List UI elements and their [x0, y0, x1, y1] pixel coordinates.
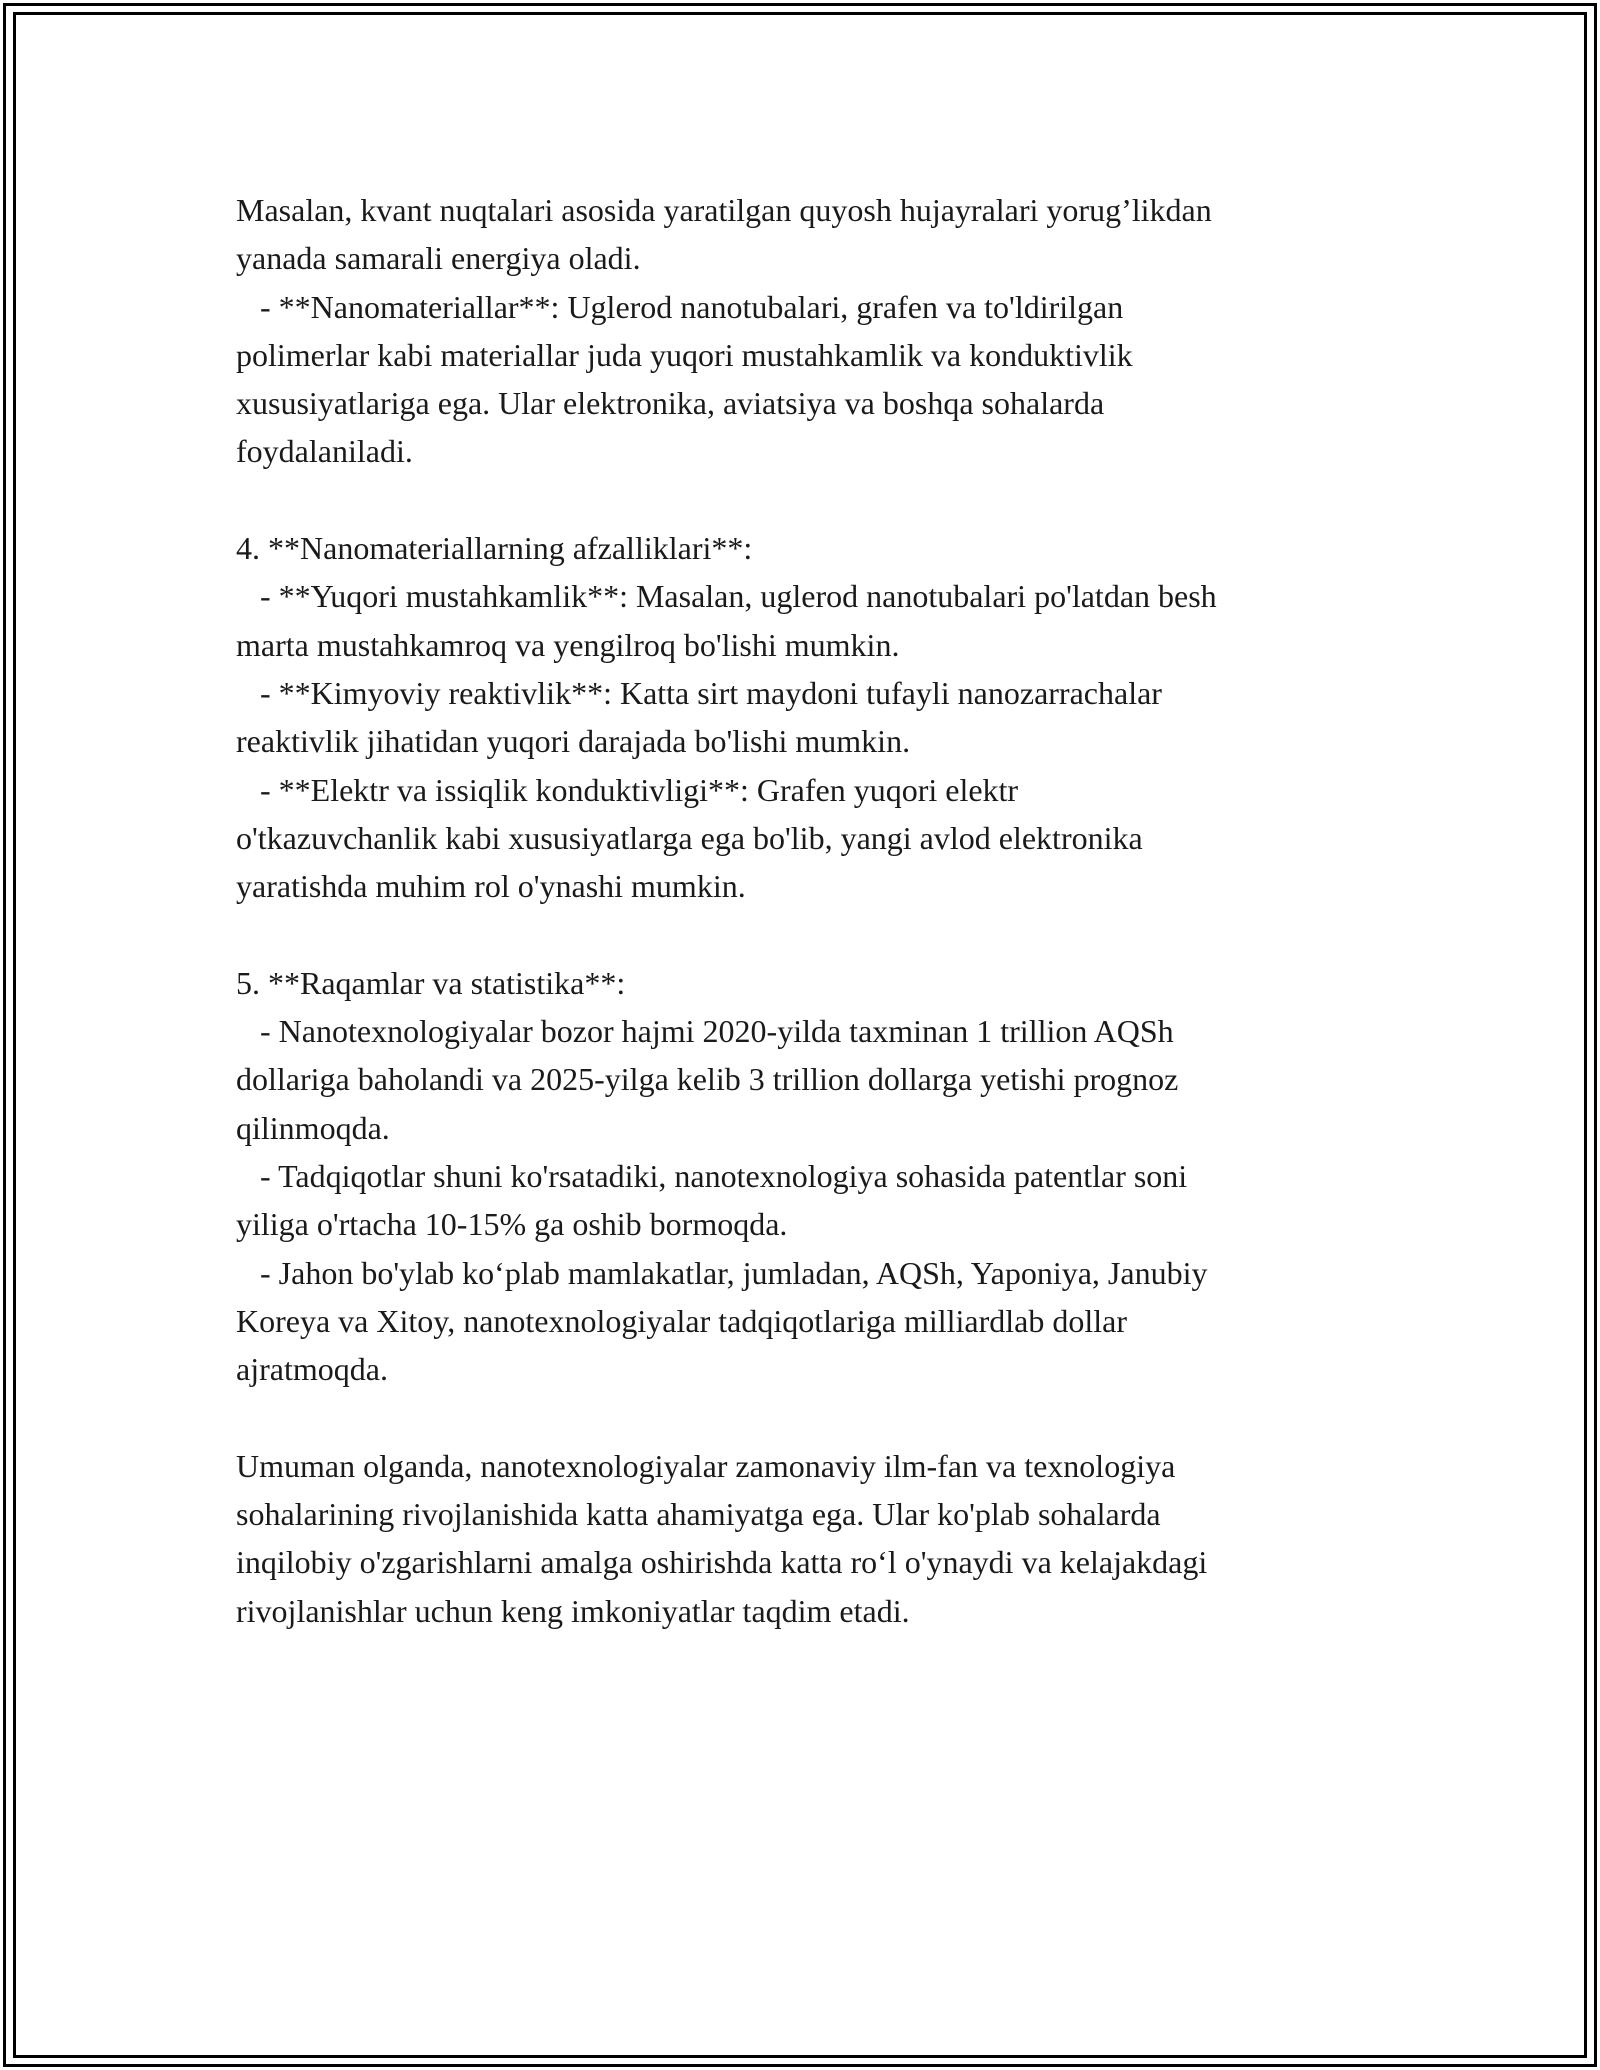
- text-line: ajratmoqda.: [236, 1351, 388, 1388]
- paragraph-gap: [236, 1393, 1386, 1441]
- text-line: qilinmoqda.: [236, 1109, 390, 1146]
- text-line: xususiyatlariga ega. Ular elektronika, aviatsiya va boshqa sohalarda: [236, 385, 1105, 422]
- text-line: - **Elektr va issiqlik konduktivligi**: Grafen yuqori elektr: [236, 771, 1019, 808]
- text-line: marta mustahkamroq va yengilroq bo'lishi mumkin.: [236, 626, 900, 663]
- text-line: - Tadqiqotlar shuni ko'rsatadiki, nanotexnologiya sohasida patentlar soni: [236, 1157, 1188, 1194]
- text-line: yanada samarali energiya oladi.: [236, 240, 641, 277]
- section-heading: 5. **Raqamlar va statistika**:: [236, 964, 626, 1001]
- document-body: [236, 186, 1386, 1635]
- text-line: sohalarining rivojlanishida katta ahamiyatga ega. Ular ko'plab sohalarda: [236, 1496, 1161, 1533]
- text-line: Masalan, kvant nuqtalari asosida yaratilgan quyosh hujayralari yorug’likdan: [236, 192, 1212, 228]
- text-line: yaratishda muhim rol o'ynashi mumkin.: [236, 868, 746, 905]
- text-line: - Jahon bo'ylab ko‘plab mamlakatlar, jumladan, AQSh, Yaponiya, Janubiy: [236, 1254, 1208, 1291]
- text-line: - **Kimyoviy reaktivlik**: Katta sirt maydoni tufayli nanozarrachalar: [236, 674, 1162, 711]
- text-line: o'tkazuvchanlik kabi xususiyatlarga ega bo'lib, yangi avlod elektronika: [236, 819, 1143, 856]
- text-line: Koreya va Xitoy, nanotexnologiyalar tadqiqotlariga milliardlab dollar: [236, 1302, 1127, 1339]
- text-line: dollariga baholandi va 2025-yilga kelib 3 trillion dollarga yetishi prognoz: [236, 1061, 1179, 1098]
- paragraph-gap: [236, 910, 1386, 958]
- section-heading: 4. **Nanomateriallarning afzalliklari**:: [236, 530, 753, 567]
- text-line: - **Nanomateriallar**: Uglerod nanotubalari, grafen va to'ldirilgan: [236, 288, 1124, 325]
- text-line: reaktivlik jihatidan yuqori darajada bo'lishi mumkin.: [236, 723, 911, 760]
- text-line: Umuman olganda, nanotexnologiyalar zamonaviy ilm-fan va texnologiya: [236, 1447, 1176, 1484]
- text-line: rivojlanishlar uchun keng imkoniyatlar taqdim etadi.: [236, 1592, 910, 1629]
- text-line: polimerlar kabi materiallar juda yuqori mustahkamlik va konduktivlik: [236, 336, 1133, 373]
- text-line: foydalaniladi.: [236, 433, 413, 470]
- paragraph-gap: [236, 476, 1386, 524]
- text-line: yiliga o'rtacha 10-15% ga oshib bormoqda.: [236, 1206, 788, 1243]
- text-line: inqilobiy o'zgarishlarni amalga oshirishda katta ro‘l o'ynaydi va kelajakdagi: [236, 1544, 1208, 1581]
- text-line: - **Yuqori mustahkamlik**: Masalan, uglerod nanotubalari po'latdan besh: [236, 578, 1217, 615]
- text-line: - Nanotexnologiyalar bozor hajmi 2020-yilda taxminan 1 trillion AQSh: [236, 1013, 1174, 1050]
